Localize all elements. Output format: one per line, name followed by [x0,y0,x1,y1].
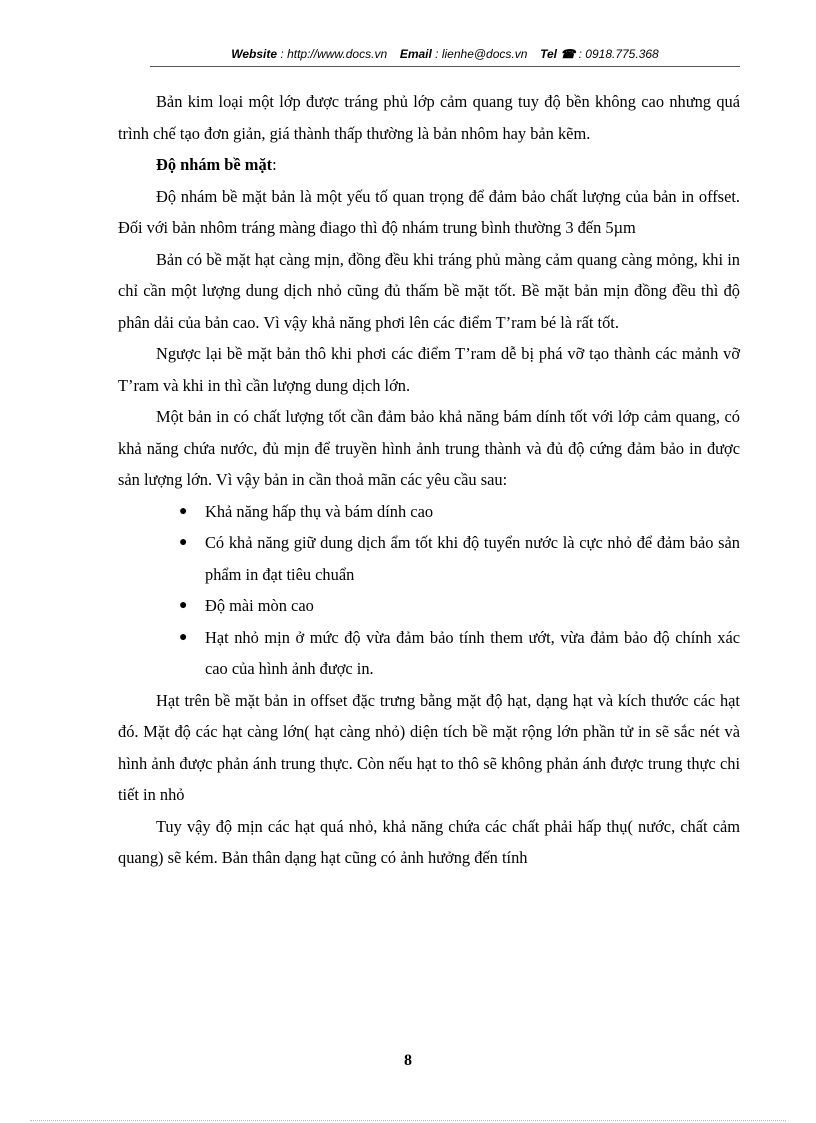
bullet-icon: ● [179,503,188,519]
list-item: ● Khả năng hấp thụ và bám dính cao [205,496,740,528]
list-item: ● Độ mài mòn cao [205,590,740,622]
paragraph-1: Bản kim loại một lớp được tráng phủ lớp cảm quang tuy độ bền không cao nhưng quá trình chế tạo đơn giản, giá thành thấp thường là bản nhôm hay bản kẽm. [118,92,740,143]
bullet-icon: ● [179,535,188,550]
list-item: ● Có khả năng giữ dung dịch ẩm tốt khi độ tuyển nước là cực nhỏ để đảm bảo sản phẩm in đạt tiêu chuẩn [205,527,740,590]
website-value: : http://www.docs.vn [280,47,388,61]
footer-divider [30,1120,786,1121]
tel-label: Tel [540,47,557,61]
page-header [150,47,740,61]
section-heading-colon: : [272,155,277,174]
tel-value: : 0918.775.368 [578,47,659,61]
email-value: : lienhe@docs.vn [435,47,528,61]
website-label: Website [231,47,278,61]
section-heading-text: Độ nhám bề mặt [156,155,273,174]
paragraph-5: Một bản in có chất lượng tốt cần đảm bảo khả năng bám dính tốt với lớp cảm quang, có khả năng chứa nước, đủ mịn để truyền hình ảnh trung thành và đủ độ cứng đảm bảo in được sản lượng lớn. Vì vậy bản in cần thoả mãn các yêu cầu sau: [118,407,740,489]
bullet-icon: ● [179,598,188,613]
email-label: Email [399,47,432,61]
phone-icon: ☎ [560,47,576,61]
paragraph-6: Hạt trên bề mặt bản in offset đặc trưng bằng mặt độ hạt, dạng hạt và kích thước các hạt đó. Mặt độ các hạt càng lớn( hạt càng nhỏ) diện tích bề mặt rộng lớn phần tử in sẽ sắc nét và hình ảnh được phản ánh trung thực. Còn nếu hạt to thô sẽ không phản ánh được trung thực chi tiết in nhỏ [118,690,740,804]
list-item: ● Hạt nhỏ mịn ở mức độ vừa đảm bảo tính them ướt, vừa đảm bảo độ chính xác cao của hình ảnh được in. [205,622,740,685]
document-body [118,86,740,874]
bullet-icon: ● [179,629,188,645]
requirements-list [118,496,740,685]
paragraph-3: Bản có bề mặt hạt càng mịn, đồng đều khi tráng phủ màng cảm quang càng mỏng, khi in chỉ cần một lượng dung dịch nhỏ cũng đủ thấm bề mặt tốt. Bề mặt bản mịn đồng đều thì độ phân dải của bản cao. Vì vậy khả năng phơi lên các điểm T’ram bé là rất tốt. [118,249,740,332]
paragraph-7: Tuy vậy độ mịn các hạt quá nhỏ, khả năng chứa các chất phải hấp thụ( nước, chất cảm quang) sẽ kém. Bản thân dạng hạt cũng có ảnh hưởng đến tính [118,816,740,867]
section-heading [118,149,740,181]
header-divider [150,66,740,67]
paragraph-4: Ngược lại bề mặt bản thô khi phơi các điểm T’ram dễ bị phá vỡ tạo thành các mảnh vỡ T’ram và khi in thì cần lượng dung dịch lớn. [118,344,740,395]
page-number: 8 [404,1052,412,1069]
paragraph-2: Độ nhám bề mặt bản là một yếu tố quan trọng để đảm bảo chất lượng của bản in offset. Đối với bản nhôm tráng màng điago thì độ nhám trung bình thường 3 đến 5µm [118,186,740,237]
